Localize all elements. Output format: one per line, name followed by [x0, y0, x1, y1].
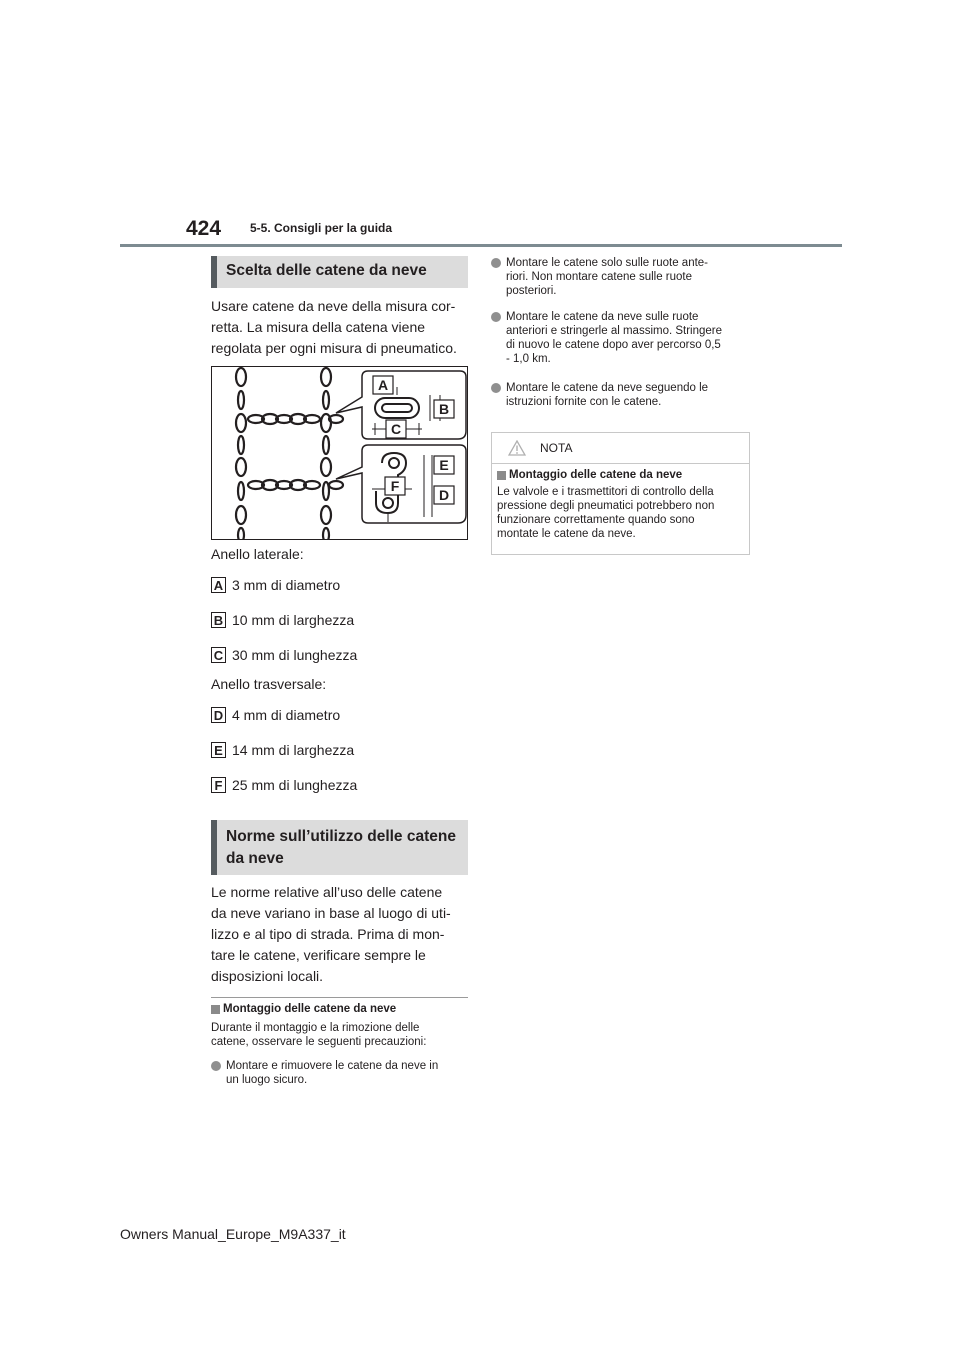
- spec-row: [211, 576, 340, 594]
- section-title: 5-5. Consigli per la guida: [250, 221, 393, 235]
- figure-label-b: B: [438, 401, 450, 417]
- note-line: funzionare correttamente quando sono: [497, 514, 695, 526]
- spec-text: 3 mm di diametro: [232, 577, 341, 593]
- spec-badge: F: [211, 777, 226, 793]
- bullet-dot-icon: [491, 258, 501, 268]
- list-item: [211, 1059, 471, 1087]
- subsection-title: Montaggio delle catene da neve: [223, 1003, 397, 1015]
- spec-row: [211, 611, 354, 629]
- figure-label-f: F: [390, 478, 400, 494]
- footer-text: Owners Manual_Europe_M9A337_it: [120, 1226, 346, 1242]
- bullet-line: un luogo sicuro.: [226, 1074, 308, 1086]
- bullet-line: Montare le catene da neve seguendo le: [506, 382, 709, 394]
- subsection-rule: [211, 997, 468, 998]
- spec-text: 4 mm di diametro: [232, 707, 341, 723]
- spec-text: 10 mm di larghezza: [232, 612, 355, 628]
- spec-badge: A: [211, 577, 226, 593]
- rules-paragraph: [211, 882, 469, 987]
- bullet-line: Montare le catene da neve sulle ruote: [506, 311, 699, 323]
- square-bullet-icon: [211, 1005, 220, 1014]
- warning-triangle-icon: [508, 440, 526, 456]
- note-line: montate le catene da neve.: [497, 528, 636, 540]
- bullet-line: riori. Non montare catene sulle ruote: [506, 271, 693, 283]
- rules-line: lizzo e al tipo di strada. Prima di mon-: [211, 926, 445, 942]
- heading-line: Norme sull’utilizzo delle catene: [226, 828, 456, 845]
- bullet-line: Montare le catene solo sulle ruote ante-: [506, 257, 709, 269]
- figure-label-d: D: [438, 487, 450, 503]
- intro-line: Usare catene da neve della misura cor-: [211, 298, 456, 314]
- list-item: [491, 381, 753, 409]
- page-number: 424: [186, 217, 222, 240]
- spec-text: 25 mm di lunghezza: [232, 777, 358, 793]
- snow-chain-figure: [211, 366, 468, 540]
- list-item: [491, 256, 753, 298]
- bullet-dot-icon: [211, 1061, 221, 1071]
- bullet-line: di nuovo le catene dopo aver percorso 0,5: [506, 339, 721, 351]
- spec-text: 14 mm di larghezza: [232, 742, 355, 758]
- rules-line: Le norme relative all’uso delle catene: [211, 884, 443, 900]
- spec-badge: E: [211, 742, 226, 758]
- heading-line: da neve: [226, 850, 284, 867]
- spec-badge: B: [211, 612, 226, 628]
- subsection-intro-line: Durante il montaggio e la rimozione delle: [211, 1022, 420, 1034]
- spec-row: [211, 706, 340, 724]
- rules-line: disposizioni locali.: [211, 968, 324, 984]
- spec-badge: C: [211, 647, 226, 663]
- cross-ring-label: Anello trasversale:: [211, 676, 327, 692]
- subsection-intro: [211, 1021, 471, 1049]
- bullet-line: Montare e rimuovere le catene da neve in: [226, 1060, 439, 1072]
- spec-row: [211, 776, 357, 794]
- heading-snow-chain-choice: Scelta delle catene da neve: [211, 256, 468, 288]
- rules-line: tare le catene, verificare sempre le: [211, 947, 426, 963]
- heading-snow-chain-rules: [211, 820, 468, 875]
- bullet-dot-icon: [491, 312, 501, 322]
- subsection-heading: [211, 1003, 396, 1015]
- bullet-line: anteriori e stringerle al massimo. Stringere: [506, 325, 723, 337]
- note-line: Le valvole e i trasmettitori di controllo della: [497, 486, 714, 498]
- note-body: [492, 481, 749, 541]
- square-bullet-icon: [497, 471, 506, 480]
- note-header: [492, 433, 749, 464]
- spec-badge: D: [211, 707, 226, 723]
- intro-paragraph: [211, 296, 469, 359]
- note-box: [491, 432, 750, 555]
- bullet-line: posteriori.: [506, 285, 557, 297]
- rules-line: da neve variano in base al luogo di uti-: [211, 905, 451, 921]
- list-item: [491, 310, 753, 366]
- bullet-line: istruzioni fornite con le catene.: [506, 396, 662, 408]
- intro-line: regolata per ogni misura di pneumatico.: [211, 340, 457, 356]
- bullet-line: - 1,0 km.: [506, 353, 551, 365]
- subsection-intro-line: catene, osservare le seguenti precauzioni:: [211, 1036, 427, 1048]
- note-line: pressione degli pneumatici potrebbero non: [497, 500, 715, 512]
- figure-label-e: E: [439, 457, 449, 473]
- side-ring-label: Anello laterale:: [211, 546, 304, 562]
- spec-row: [211, 646, 357, 664]
- spec-row: [211, 741, 354, 759]
- note-title-row: [492, 464, 749, 481]
- spec-text: 30 mm di lunghezza: [232, 647, 358, 663]
- figure-label-c: C: [390, 421, 402, 437]
- bullet-dot-icon: [491, 383, 501, 393]
- note-label: NOTA: [540, 441, 573, 455]
- note-title: Montaggio delle catene da neve: [509, 469, 683, 481]
- snow-chain-diagram: [212, 367, 467, 539]
- figure-label-a: A: [377, 377, 389, 393]
- header-rule: [120, 244, 842, 247]
- intro-line: retta. La misura della catena viene: [211, 319, 426, 335]
